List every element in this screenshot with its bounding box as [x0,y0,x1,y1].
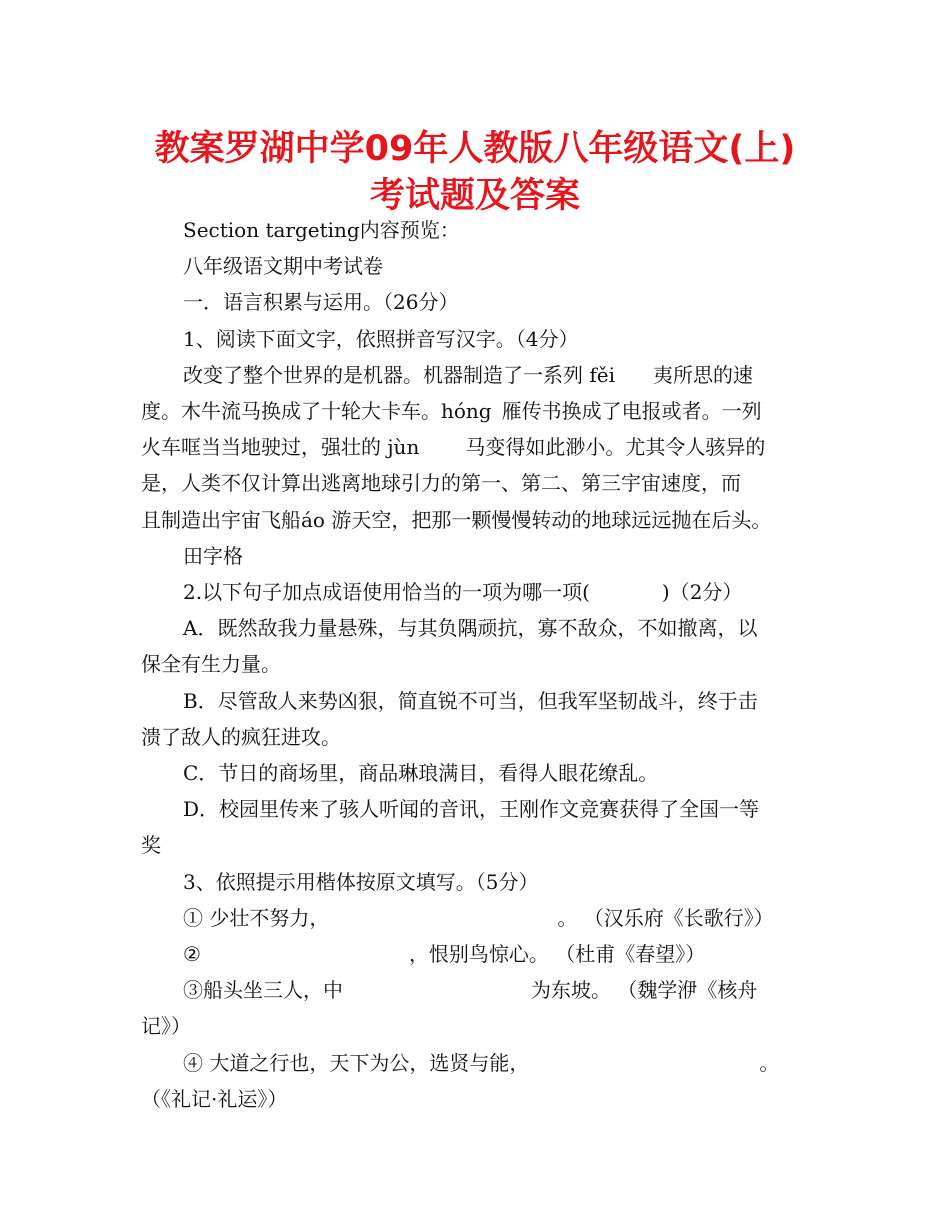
document-body [141,212,813,1117]
option-c: C．节日的商场里，商品琳琅满目，看得人眼花缭乱。 [183,761,659,786]
question-1: 1、阅读下面文字，依照拼音写汉字。（4分） [183,326,579,351]
q3-item-3-part-a: ③船头坐三人，中 [183,978,343,1003]
option-b-line2: 溃了敌人的疯狂进攻。 [141,724,341,749]
q3-item-3-cont: 记》） [141,1014,191,1039]
q3-item-4-part-b: 。 [759,1050,780,1075]
q3-item-4 [141,1045,813,1081]
q3-item-1 [141,900,813,936]
q3-item-2 [141,936,813,972]
q3-item-4-source: （《礼记·礼运》） [141,1086,288,1111]
question-3: 3、依照提示用楷体按原文填写。（5分） [183,869,539,894]
q3-item-3 [141,972,813,1008]
q3-item-1-part-b: 。 （汉乐府《长歌行》） [557,905,774,930]
q1-line1-part-b: 夷所思的速 [653,362,753,387]
q2-part-b: )（2分） [661,580,743,605]
option-b-line1: B．尽管敌人来势凶狠，简直锐不可当，但我军坚韧战斗，终于击 [183,688,758,713]
q1-line2-part-b: 雁传书换成了电报或者。一列 [501,399,762,424]
preview-line: Section targeting内容预览： [183,218,460,242]
q1-paragraph-line4: 是，人类不仅计算出逃离地球引力的第一、第二、第三宇宙速度，而 [141,471,741,496]
q3-item-2-part-b: ，恨别鸟惊心。 （杜甫《春望》） [408,942,706,967]
tianzige-label: 田字格 [183,543,243,568]
q1-line2-part-a: 度。木牛流马换成了十轮大卡车。hóng [141,399,492,424]
document-title-line1: 教案罗湖中学09年人教版八年级语文(上) [154,129,796,169]
section-heading: 一．语言积累与运用。（26分） [183,290,459,315]
q3-item-2-part-a: ② [183,942,201,967]
option-a-line1: A．既然敌我力量悬殊，与其负隅顽抗，寡不敌众，不如撤离，以 [183,616,758,641]
option-a-line2: 保全有生力量。 [141,652,281,677]
q1-paragraph-line3 [141,429,813,465]
q3-item-1-part-a: ① 少壮不努力， [183,905,330,930]
q3-item-4-part-a: ④ 大道之行也，天下为公，选贤与能， [183,1050,530,1075]
question-2 [141,574,813,610]
option-d-line2: 奖 [141,833,161,858]
q1-line1-part-a: 改变了整个世界的是机器。机器制造了一系列 fěi [183,362,615,387]
exam-title: 八年级语文期中考试卷 [183,254,383,279]
q1-line3-part-b: 马变得如此渺小。尤其令人骇异的 [465,435,766,460]
option-d-line1: D．校园里传来了骇人听闻的音讯，王刚作文竞赛获得了全国一等 [183,797,760,822]
q3-item-3-part-b: 为东坡。 （魏学洢《核舟 [531,978,758,1003]
q1-paragraph-line1 [141,357,813,393]
q1-line3-part-a: 火车哐当当地驶过，强壮的 jùn [141,435,420,460]
q1-paragraph-line2 [141,393,813,429]
document-title-line2: 考试题及答案 [369,176,580,216]
q1-paragraph-line5: 且制造出宇宙飞船áo 游天空，把那一颗慢慢转动的地球远远抛在后头。 [141,507,772,532]
q2-part-a: 2.以下句子加点成语使用恰当的一项为哪一项( [183,580,590,605]
